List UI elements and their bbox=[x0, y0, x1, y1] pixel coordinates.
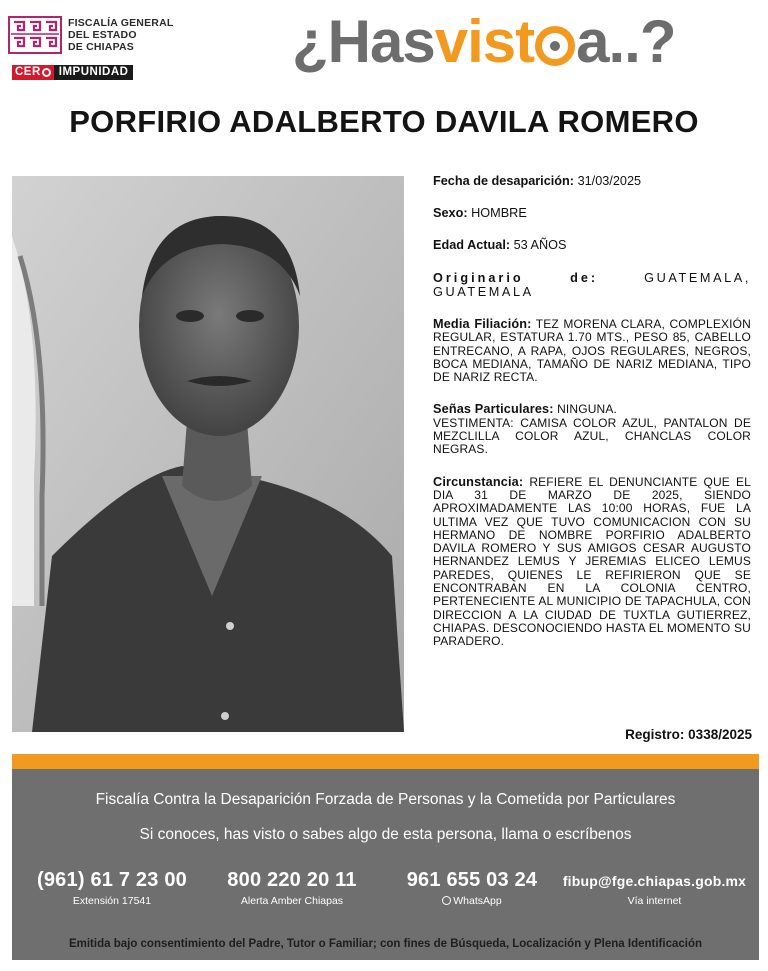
campaign-title-part: vist bbox=[434, 8, 535, 75]
sex-label: Sexo: bbox=[433, 206, 468, 220]
institution-logo-icon bbox=[8, 16, 62, 54]
age-label: Edad Actual: bbox=[433, 238, 511, 252]
badge-left-segment bbox=[12, 65, 54, 80]
call-to-action: Si conoces, has visto o sabes algo de esta persona, llama o escríbenos bbox=[139, 826, 632, 843]
contact-caption: Vía internet bbox=[627, 895, 682, 907]
origin-label: Originario de: bbox=[433, 271, 599, 285]
campaign-title bbox=[292, 2, 675, 82]
origin-value: GUATEMALA, GUATEMALA bbox=[433, 271, 751, 299]
circumstance-label: Circunstancia: bbox=[433, 474, 524, 489]
badge-left-text: CER bbox=[15, 66, 41, 78]
person-photo bbox=[12, 176, 404, 732]
sex-row bbox=[433, 206, 751, 221]
person-details bbox=[433, 174, 751, 660]
description-label: Media Filiación: bbox=[433, 317, 532, 331]
age-row bbox=[433, 238, 751, 253]
contact-caption: WhatsApp bbox=[453, 895, 502, 907]
missing-date-value: 31/03/2025 bbox=[577, 174, 642, 188]
contact-number[interactable]: 961 655 03 24 bbox=[406, 869, 538, 891]
contact-email-address[interactable]: fibup@fge.chiapas.gob.mx bbox=[562, 873, 747, 889]
contact-panel bbox=[12, 769, 759, 960]
badge-o-icon bbox=[42, 68, 51, 77]
institution-name-line: DE CHIAPAS bbox=[68, 41, 134, 53]
circumstance-row bbox=[433, 476, 751, 649]
badge-right-text: IMPUNIDAD bbox=[54, 65, 134, 80]
clothing-value: VESTIMENTA: CAMISA COLOR AZUL, PANTALON DE MEZCLILLA COLOR AZUL, CHANCLAS COLOR NEGRAS. bbox=[433, 415, 751, 457]
institution-name-line: DEL ESTADO bbox=[68, 29, 137, 41]
sex-value: HOMBRE bbox=[471, 206, 527, 220]
age-value: 53 AÑOS bbox=[513, 238, 567, 252]
contact-phone-amber[interactable] bbox=[212, 869, 372, 907]
contact-caption: Extensión 17541 bbox=[72, 895, 152, 907]
cero-impunidad-badge bbox=[12, 65, 133, 80]
institution-name bbox=[68, 17, 173, 53]
agency-name: Fiscalía Contra la Desaparición Forzada de Personas y la Cometida por Particulares bbox=[95, 791, 676, 808]
campaign-title-part: a..? bbox=[576, 8, 676, 75]
contact-whatsapp[interactable] bbox=[392, 869, 552, 907]
marks-label: Señas Particulares: bbox=[433, 402, 554, 417]
person-photo-drawing bbox=[12, 176, 404, 732]
campaign-title-part: ¿Has bbox=[292, 8, 435, 75]
contact-number[interactable]: 800 220 20 11 bbox=[227, 869, 357, 891]
contact-number[interactable]: (961) 61 7 23 00 bbox=[37, 869, 187, 891]
contact-caption: Alerta Amber Chiapas bbox=[240, 895, 344, 907]
circumstance-value: REFIERE EL DENUNCIANTE QUE EL DIA 31 DE MARZO DE 2025, SIENDO APROXIMADAMENTE LAS 10:00 HORAS, FUE LA ULTIMA VEZ QUE TUVO COMUNICACION CON SU HERMANO DE NOMBRE PORFIRIO ADALBERTO DAVILA ROMERO Y SUS AMIGOS CESAR AUGUSTO HERNANDEZ LEMUS Y JEREMIAS ELICEO LEMUS PAREDES, QUIENES LE REFIRIERON QUE SE ENCONTRABAN EN LA COLONIA CENTRO, PERTENECIENTE AL MUNICIPIO DE TAPACHULA, CON DIRECCION A LA CIUDAD DE TUXTLA GUTIERREZ, CHIAPAS. DESCONOCIENDO HASTA EL MOMENTO SU PARADERO. bbox=[433, 474, 752, 649]
marks-row bbox=[433, 403, 751, 456]
contact-email[interactable] bbox=[562, 869, 747, 907]
consent-disclaimer: Emitida bajo consentimiento del Padre, Tutor o Familiar; con fines de Búsqueda, Localización y Plena Identificación bbox=[68, 938, 703, 950]
missing-date-label: Fecha de desaparición: bbox=[433, 174, 575, 188]
contact-phone-office[interactable] bbox=[32, 869, 192, 907]
person-name: PORFIRIO ADALBERTO DAVILA ROMERO bbox=[69, 104, 699, 139]
registration-number: Registro: 0338/2025 bbox=[625, 727, 752, 742]
accent-bar bbox=[12, 754, 759, 769]
eye-icon bbox=[535, 26, 575, 66]
description-row bbox=[433, 318, 751, 384]
institution-name-line: FISCALÍA GENERAL bbox=[68, 17, 174, 29]
marks-value: NINGUNA. bbox=[557, 402, 617, 417]
whatsapp-icon bbox=[442, 896, 451, 905]
origin-row bbox=[433, 272, 751, 299]
contact-caption-row bbox=[392, 895, 552, 907]
description-value: TEZ MORENA CLARA, COMPLEXIÓN REGULAR, ESTATURA 1.70 MTS., PESO 85, CABELLO ENTRECANO, A RAPA, OJOS REGULARES, NEGROS, BOCA MEDIANA, TAMAÑO DE NARIZ MEDIANA, TIPO DE NARIZ RECTA. bbox=[433, 317, 751, 385]
missing-date-row bbox=[433, 174, 751, 189]
